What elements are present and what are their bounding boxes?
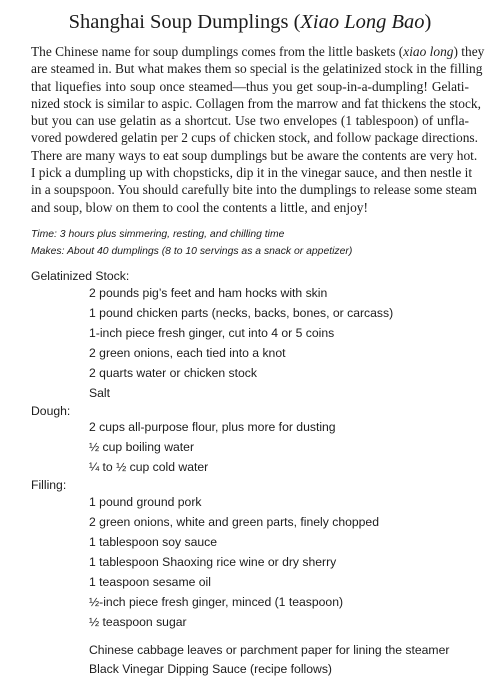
intro-line: I pick a dumpling up with chopsticks, dip it in the vinegar sauce, and then nestle it [31,165,473,181]
filling-ingredient: 1 tablespoon soy sauce [89,535,218,549]
intro-text: ) they [453,44,485,59]
stock-ingredient: 2 green onions, each tied into a knot [89,346,286,360]
intro-line [31,43,485,60]
intro-line: but you can use gelatin as a shortcut. Use two envelopes (1 tablespoon) of unfla- [31,113,469,129]
title-chinese-name: Xiao Long Bao [300,11,425,33]
stock-ingredient: Salt [89,386,111,400]
filling-ingredient: ½-inch piece fresh ginger, minced (1 teaspoon) [89,595,344,609]
intro-paragraph [31,43,485,216]
recipe-title [0,10,500,34]
title-main: Shanghai Soup Dumplings [68,11,294,33]
filling-ingredient: 1 pound ground pork [89,495,202,509]
intro-line: that liquefies into soup once steamed—thus you get soup-in-a-dumpling! Gelati- [31,78,469,94]
title-paren-open: ( [293,11,301,33]
title-paren-close: ) [424,11,432,33]
dough-ingredient: ½ cup boiling water [89,440,195,454]
yield-note: Makes: About 40 dumplings (8 to 10 servings as a snack or appetizer) [31,246,353,257]
filling-ingredient: 1 tablespoon Shaoxing rice wine or dry sherry [89,555,337,569]
filling-heading: Filling: [31,478,67,492]
stock-ingredient: 2 quarts water or chicken stock [89,366,257,380]
time-note: Time: 3 hours plus simmering, resting, and chilling time [31,229,285,240]
dough-ingredient: 2 cups all-purpose flour, plus more for dusting [89,420,336,434]
intro-text: The Chinese name for soup dumplings comes from the little baskets ( [31,44,404,59]
intro-line: in a soupspoon. You should carefully bite into the dumplings to release some steam [31,182,477,198]
dough-heading: Dough: [31,404,71,418]
stock-heading: Gelatinized Stock: [31,269,130,283]
filling-ingredient: 2 green onions, white and green parts, finely chopped [89,515,379,529]
filling-ingredient: 1 teaspoon sesame oil [89,575,211,589]
extra-ingredient: Black Vinegar Dipping Sauce (recipe follows) [89,662,332,676]
stock-ingredient: 2 pounds pig’s feet and ham hocks with skin [89,286,328,300]
intro-italic-term: xiao long [403,44,454,59]
dough-ingredient: ¼ to ½ cup cold water [89,460,209,474]
extra-ingredient: Chinese cabbage leaves or parchment paper for lining the steamer [89,643,450,657]
filling-ingredient: ½ teaspoon sugar [89,615,187,629]
intro-line: vored powdered gelatin per 2 cups of chicken stock, and follow package directions. [31,130,478,146]
intro-line: are steamed in. But what makes them so special is the gelatinized stock in the filling [31,61,483,77]
stock-ingredient: 1-inch piece fresh ginger, cut into 4 or 5 coins [89,326,335,340]
stock-ingredient: 1 pound chicken parts (necks, backs, bones, or carcass) [89,306,394,320]
intro-line: and soup, blow on them to cool the contents a little, and enjoy! [31,199,368,215]
intro-line: nized stock is similar to aspic. Collagen from the marrow and fat thickens the stock, [31,95,481,111]
intro-line: There are many ways to eat soup dumplings but be aware the contents are very hot. [31,147,478,163]
